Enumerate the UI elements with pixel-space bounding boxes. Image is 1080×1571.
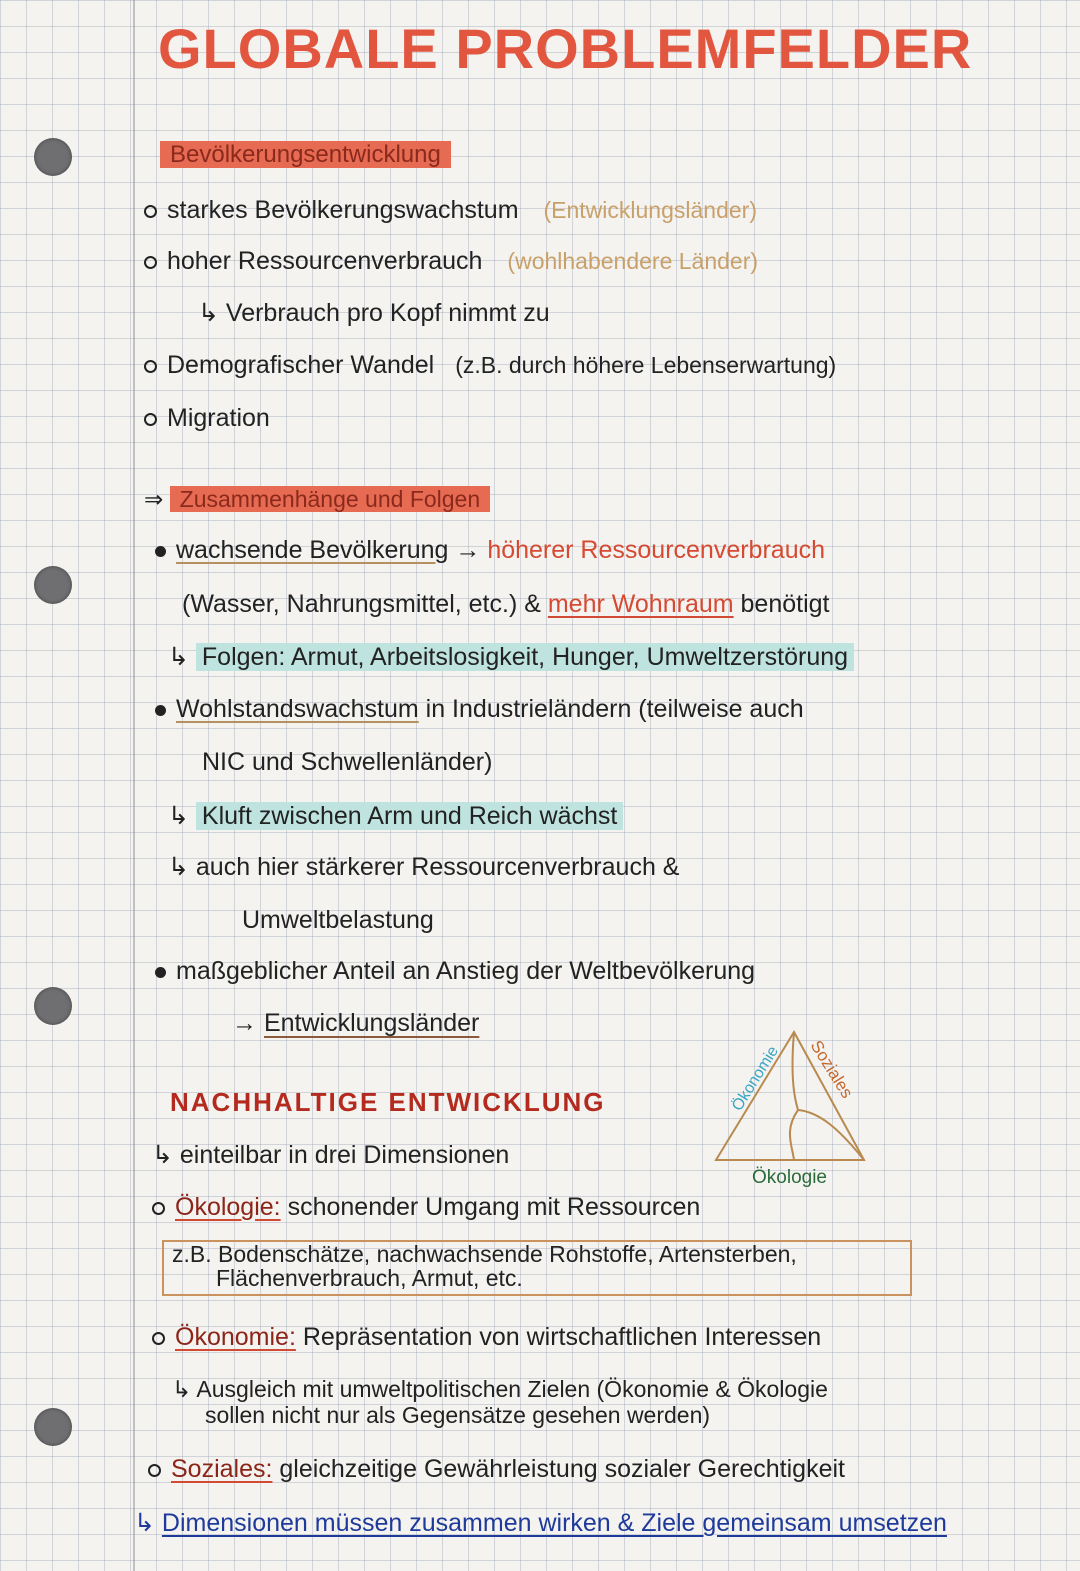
bullet-icon [144, 413, 157, 426]
sub-item-cont: sollen nicht nur als Gegensätze gesehen werden) [205, 1402, 711, 1428]
bullet-icon [155, 705, 166, 716]
sub-item: → Entwicklungsländer [232, 1009, 480, 1037]
bullet-icon [155, 967, 166, 978]
example-text: z.B. Bodenschätze, nachwachsende Rohstoffe, Artensterben, [172, 1241, 797, 1267]
sub-item-cont: Umweltbelastung [242, 906, 434, 934]
sub-item: ↳ auch hier stärkerer Ressourcenverbrauch & [168, 853, 680, 881]
arrow-icon: ↳ [168, 802, 196, 830]
list-item-cont: (Wasser, Nahrungsmittel, etc.) & mehr Wohnraum benötigt [182, 590, 830, 618]
triangle-inner-lines [790, 1032, 798, 1160]
bullet-icon [155, 546, 166, 557]
list-item-cont: NIC und Schwellenländer) [202, 748, 493, 776]
sub-item: ↳ Ausgleich mit umweltpolitischen Zielen (Ökonomie & Ökologie [172, 1376, 828, 1402]
list-item: Soziales: gleichzeitige Gewährleistung sozialer Gerechtigkeit [148, 1454, 845, 1484]
bullet-icon [144, 205, 157, 218]
punch-hole [34, 987, 72, 1025]
bullet-icon [148, 1464, 161, 1477]
arrow-icon: ↳ [134, 1509, 162, 1537]
list-item: Wohlstandswachstum in Industrieländern (teilweise auch [155, 694, 804, 724]
sub-item: ↳ Verbrauch pro Kopf nimmt zu [198, 299, 550, 327]
bullet-icon [144, 256, 157, 269]
list-item: Ökologie: schonender Umgang mit Ressourcen [152, 1192, 700, 1222]
triangle-label-soziales: Soziales [806, 1037, 857, 1102]
example-text: Flächenverbrauch, Armut, etc. [216, 1265, 523, 1291]
punch-hole [34, 1408, 72, 1446]
final-conclusion: ↳ Dimensionen müssen zusammen wirken & Ziele gemeinsam umsetzen [134, 1509, 947, 1537]
punch-hole [34, 566, 72, 604]
list-item: Ökonomie: Repräsentation von wirtschaftlichen Interessen [152, 1322, 821, 1352]
triangle-label-oekonomie: Ökonomie [728, 1043, 783, 1115]
triangle-label-oekologie: Ökologie [752, 1167, 827, 1188]
list-item: maßgeblicher Anteil an Anstieg der Weltbevölkerung [155, 956, 755, 986]
arrow-icon: → [232, 1009, 264, 1037]
arrow-icon: ↳ [198, 299, 226, 327]
sub-item: ↳ Folgen: Armut, Arbeitslosigkeit, Hunger, Umweltzerstörung [168, 642, 854, 672]
arrow-icon: → [455, 536, 488, 564]
double-arrow-icon: ⇒ [144, 486, 170, 512]
page-title: GLOBALE PROBLEMFELDER [158, 17, 973, 80]
bullet-icon [152, 1332, 165, 1345]
list-item: hoher Ressourcenverbrauch (wohlhabendere Länder) [144, 246, 758, 276]
arrow-icon: ↳ [168, 643, 196, 671]
margin-line [133, 0, 135, 1571]
sub-item: ↳ einteilbar in drei Dimensionen [152, 1141, 510, 1169]
section-heading-zusammenhaenge: ⇒ Zusammenhänge und Folgen [144, 484, 490, 514]
sustainability-triangle [700, 1020, 900, 1195]
sub-item: ↳ Kluft zwischen Arm und Reich wächst [168, 801, 623, 831]
list-item: starkes Bevölkerungswachstum (Entwicklungsländer) [144, 195, 757, 225]
list-item: wachsende Bevölkerung → höherer Ressourcenverbrauch [155, 535, 825, 565]
bullet-icon [144, 360, 157, 373]
section-heading-bevoelkerung: Bevölkerungsentwicklung [160, 140, 451, 170]
triangle-inner-lines [798, 1110, 864, 1160]
arrow-icon: ↳ [168, 853, 196, 881]
bullet-icon [152, 1202, 165, 1215]
arrow-icon: ↳ [172, 1376, 197, 1402]
punch-hole [34, 138, 72, 176]
list-item: Demografischer Wandel (z.B. durch höhere Lebenserwartung) [144, 350, 836, 380]
arrow-icon: ↳ [152, 1141, 180, 1169]
list-item: Migration [144, 403, 270, 433]
section-heading-nachhaltig: NACHHALTIGE ENTWICKLUNG [170, 1087, 606, 1117]
